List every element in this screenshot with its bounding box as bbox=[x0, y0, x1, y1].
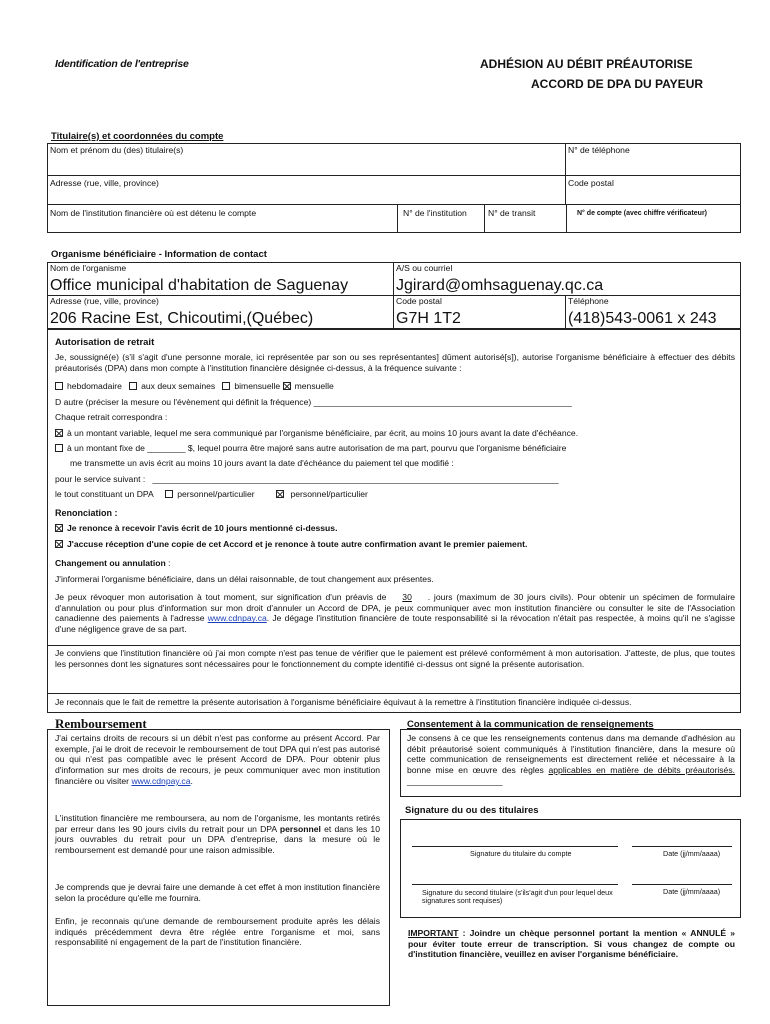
transit-number-field[interactable]: N° de transit bbox=[488, 208, 536, 218]
monthly-label: mensuelle bbox=[294, 381, 334, 391]
refund-p1-text: J'ai certains droits de recours si un débit n'est pas conforme au présent Accord. Par exemple, j'ai le droit de recevoir le remboursement de tout DPA qui n'est pas autorisé ou qui n'est pas compatible avec le présent Accord de DPA. Pour obtenir plus d'information sur mes droits de recours, je peux communiquer avec mon institution financière ou visiter bbox=[55, 733, 380, 786]
second-date-label[interactable]: Date (jj/mm/aaaa) bbox=[663, 887, 721, 896]
fixed-amount-row bbox=[55, 443, 566, 454]
refund-p2-text-2: et dans les 10 jours ouvrables du retrait pour un DPA d'entreprise, dans la mesure où le remboursement est demandé pour une raison admissible. bbox=[55, 823, 380, 856]
second-signature-label[interactable]: Signature du second titulaire (s'ils'agit d'un pour lequel deux signatures sont requises) bbox=[422, 888, 613, 906]
holder-name-field[interactable]: Nom et prénom du (des) titulaire(s) bbox=[50, 145, 184, 155]
renunciation-item-2 bbox=[55, 539, 527, 550]
variable-amount-text: à un montant variable, lequel me sera communiqué par l'organisme bénéficiaire, par écrit, au moins 10 jours avant la date d'échéance. bbox=[67, 428, 579, 438]
beneficiary-title: Organisme bénéficiaire - Information de contact bbox=[51, 249, 267, 260]
renunciation-item-1 bbox=[55, 523, 337, 534]
variable-amount-checkbox[interactable] bbox=[55, 429, 63, 437]
institution-number-field[interactable]: N° de l'institution bbox=[403, 208, 467, 218]
refund-p4: Enfin, je reconnais qu'une demande de remboursement produite après les délais indiqués précédemment devra être réglée entre l'organisme et moi, sans responsabilité ni engagement de la part de l'institution financière. bbox=[55, 916, 380, 948]
holder-signature-label[interactable]: Signature du titulaire du compte bbox=[470, 849, 572, 858]
consent-text bbox=[407, 733, 735, 787]
holder-postal-field[interactable]: Code postal bbox=[568, 178, 614, 188]
cdnpay-link[interactable]: www.cdnpay.ca bbox=[207, 613, 267, 624]
notice-days-value: 30 bbox=[402, 592, 412, 602]
business-identification-label: Identification de l'entreprise bbox=[55, 58, 189, 70]
consent-text-tail: ____________________ bbox=[407, 775, 503, 786]
personal-checkbox-2[interactable] bbox=[276, 490, 284, 498]
renunciation-title: Renonciation : bbox=[55, 508, 118, 518]
refund-p2-bold: personnel bbox=[279, 823, 321, 834]
holder-date-label[interactable]: Date (jj/mm/aaaa) bbox=[663, 849, 721, 858]
org-address-label: Adresse (rue, ville, province) bbox=[50, 296, 159, 306]
org-phone-value: (418)543-0061 x 243 bbox=[568, 310, 717, 327]
refund-cdnpay-link[interactable]: www.cdnpay.ca bbox=[131, 775, 191, 786]
cancellation-p1: J'informerai l'organisme bénéficiaire, dans un délai raisonnable, de tout changement aux présentes. bbox=[55, 574, 434, 584]
consent-text-underlined: applicables en matière de débits préautorisés. bbox=[548, 765, 736, 776]
consent-text-body: Je consens à ce que les renseignements contenus dans ma demande d'adhésion au débit préautorisé soient communiqués à l'institution financière, dans la mesure où cette communication de renseignements est directement reliée et nécessaire à la bonne mise en œuvre des règles bbox=[407, 733, 735, 776]
org-phone-label: Téléphone bbox=[568, 296, 609, 306]
cancellation-p2-c: . Je dégage l'institution financière de toute responsabilité si la révocation n'était pas respectée, à moins qu'il ne s'agisse d'une négligence grave de sa part. bbox=[55, 613, 736, 635]
form-title: ADHÉSION AU DÉBIT PRÉAUTORISE bbox=[480, 57, 693, 71]
agreement-p1: Je conviens que l'institution financière où j'ai mon compte n'est pas tenue de vérifier que le paiement est prélevé conformément à mon autorisation. J'atteste, de plus, que toutes les personnes dont les signatures sont nécessaires pour le fonctionnement du compte identifié ci-dessus ont signé la présente autorisation. bbox=[55, 648, 735, 669]
refund-p1 bbox=[55, 733, 380, 787]
institution-name-field[interactable]: Nom de l'institution financière où est détenu le compte bbox=[50, 208, 257, 218]
account-number-field[interactable]: N° de compte (avec chiffre vérificateur) bbox=[577, 210, 708, 217]
personal-checkbox-1[interactable] bbox=[165, 490, 173, 498]
biweekly-checkbox[interactable] bbox=[129, 382, 137, 390]
renunciation-text-1: Je renonce à recevoir l'avis écrit de 10 jours mentionné ci-dessus. bbox=[67, 523, 338, 533]
cancellation-p2-b: . jours (maximum de 30 jours civils). Pour obtenir un spécimen de formulaire d'annulation ou pour plus d'information sur mon droit d'annuler un Accord de DPA, je peux communiquer avec mon institution financière ou consulter le site de l'Association canadienne des paiements à l'adresse bbox=[55, 592, 736, 624]
variable-amount-row bbox=[55, 428, 578, 439]
renunciation-checkbox-1[interactable] bbox=[55, 524, 63, 532]
cancellation-p2 bbox=[55, 592, 735, 635]
renunciation-checkbox-2[interactable] bbox=[55, 540, 63, 548]
refund-p2 bbox=[55, 813, 380, 856]
important-label: IMPORTANT bbox=[408, 928, 459, 938]
org-address-value: 206 Racine Est, Chicoutimi,(Québec) bbox=[50, 310, 314, 327]
important-text: : Joindre un chèque personnel portant la mention « ANNULÉ » pour éviter toute erreur de transcription. Si vous changez de compte ou d'institution financière, veuillez en aviser l'organisme bénéficiaire. bbox=[408, 928, 735, 960]
cancellation-heading bbox=[55, 558, 171, 569]
holder-phone-field[interactable]: N° de téléphone bbox=[568, 145, 630, 155]
service-label: pour le service suivant : bbox=[55, 474, 146, 484]
holder-address-field[interactable]: Adresse (rue, ville, province) bbox=[50, 178, 159, 188]
dpa-type-row bbox=[55, 489, 368, 500]
weekly-label: hebdomadaire bbox=[67, 381, 122, 391]
withdrawal-intro: Je, soussigné(e) (s'il s'agit d'une personne morale, ici représentée par son ou ses représentantes] dûment autorisé[s]), autorise l'organisme bénéficiaire à effectuer des débits préautorisés (DPA) dans mon compte à l'institution financière désignée ci-dessus, à la fréquence suivante : bbox=[55, 352, 735, 373]
account-holders-title: Titulaire(s) et coordonnées du compte bbox=[51, 131, 224, 142]
semimonthly-checkbox[interactable] bbox=[222, 382, 230, 390]
refund-title: Remboursement bbox=[55, 716, 147, 731]
agreement-p2: Je reconnais que le fait de remettre la présente autorisation à l'organisme bénéficiaire équivaut à la remettre à l'institution financière indiquée ci-dessus. bbox=[55, 697, 632, 707]
service-field[interactable]: _____________________________________________________________________________________ bbox=[152, 474, 559, 484]
other-frequency-line[interactable]: D autre (préciser la mesure ou l'évènement qui définit la fréquence) ______________________________________________________ bbox=[55, 397, 572, 407]
frequency-row bbox=[55, 381, 334, 392]
service-row bbox=[55, 474, 559, 485]
org-postal-label: Code postal bbox=[396, 296, 442, 306]
consent-title: Consentement à la communication de renseignements bbox=[407, 719, 654, 730]
org-postal-value: G7H 1T2 bbox=[396, 310, 461, 327]
fixed-amount-checkbox[interactable] bbox=[55, 444, 63, 452]
monthly-checkbox[interactable] bbox=[283, 382, 291, 390]
withdrawal-title: Autorisation de retrait bbox=[55, 337, 155, 348]
dpa-type-label: le tout constituant un DPA bbox=[55, 489, 154, 499]
org-name-value: Office municipal d'habitation de Saguenay bbox=[50, 277, 349, 294]
personal-label-2: personnel/particulier bbox=[290, 489, 368, 499]
each-withdrawal-label: Chaque retrait correspondra : bbox=[55, 412, 168, 422]
semimonthly-label: bimensuelle bbox=[234, 381, 281, 391]
contact-label: A/S ou courriel bbox=[396, 263, 453, 273]
cancellation-p2-a: Je peux révoquer mon autorisation à tout moment, sur signification d'un préavis de bbox=[55, 592, 387, 602]
refund-p3: Je comprends que je devrai faire une demande à cet effet à mon institution financière selon la procédure qu'elle me fournira. bbox=[55, 882, 380, 903]
fixed-amount-text-2: me transmette un avis écrit au moins 10 jours avant la date d'échéance du paiement tel que modifié : bbox=[70, 458, 454, 468]
important-notice bbox=[408, 928, 735, 960]
fixed-amount-text: à un montant fixe de ________ $, lequel pourra être majoré sans autre autorisation de ma part, pourvu que l'organisme bénéficiaire bbox=[67, 443, 567, 453]
form-subtitle: ACCORD DE DPA DU PAYEUR bbox=[531, 77, 704, 91]
cancellation-title: Changement ou annulation bbox=[55, 558, 166, 568]
cancellation-colon: : bbox=[165, 558, 171, 568]
refund-p2-text: L'institution financière me remboursera, au nom de l'organisme, les montants retirés par erreur dans les 90 jours civils du retrait pour un DPA bbox=[55, 813, 380, 834]
weekly-checkbox[interactable] bbox=[55, 382, 63, 390]
refund-p1-end: . bbox=[190, 775, 193, 786]
org-name-label: Nom de l'organisme bbox=[50, 263, 127, 273]
personal-label-1: personnel/particulier bbox=[177, 489, 255, 499]
contact-email-value: Jgirard@omhsaguenay.qc.ca bbox=[396, 277, 604, 294]
renunciation-text-2: J'accuse réception d'une copie de cet Accord et je renonce à toute autre confirmation avant le premier paiement. bbox=[67, 539, 528, 549]
biweekly-label: aux deux semaines bbox=[141, 381, 216, 391]
signature-title: Signature du ou des titulaires bbox=[405, 805, 539, 816]
